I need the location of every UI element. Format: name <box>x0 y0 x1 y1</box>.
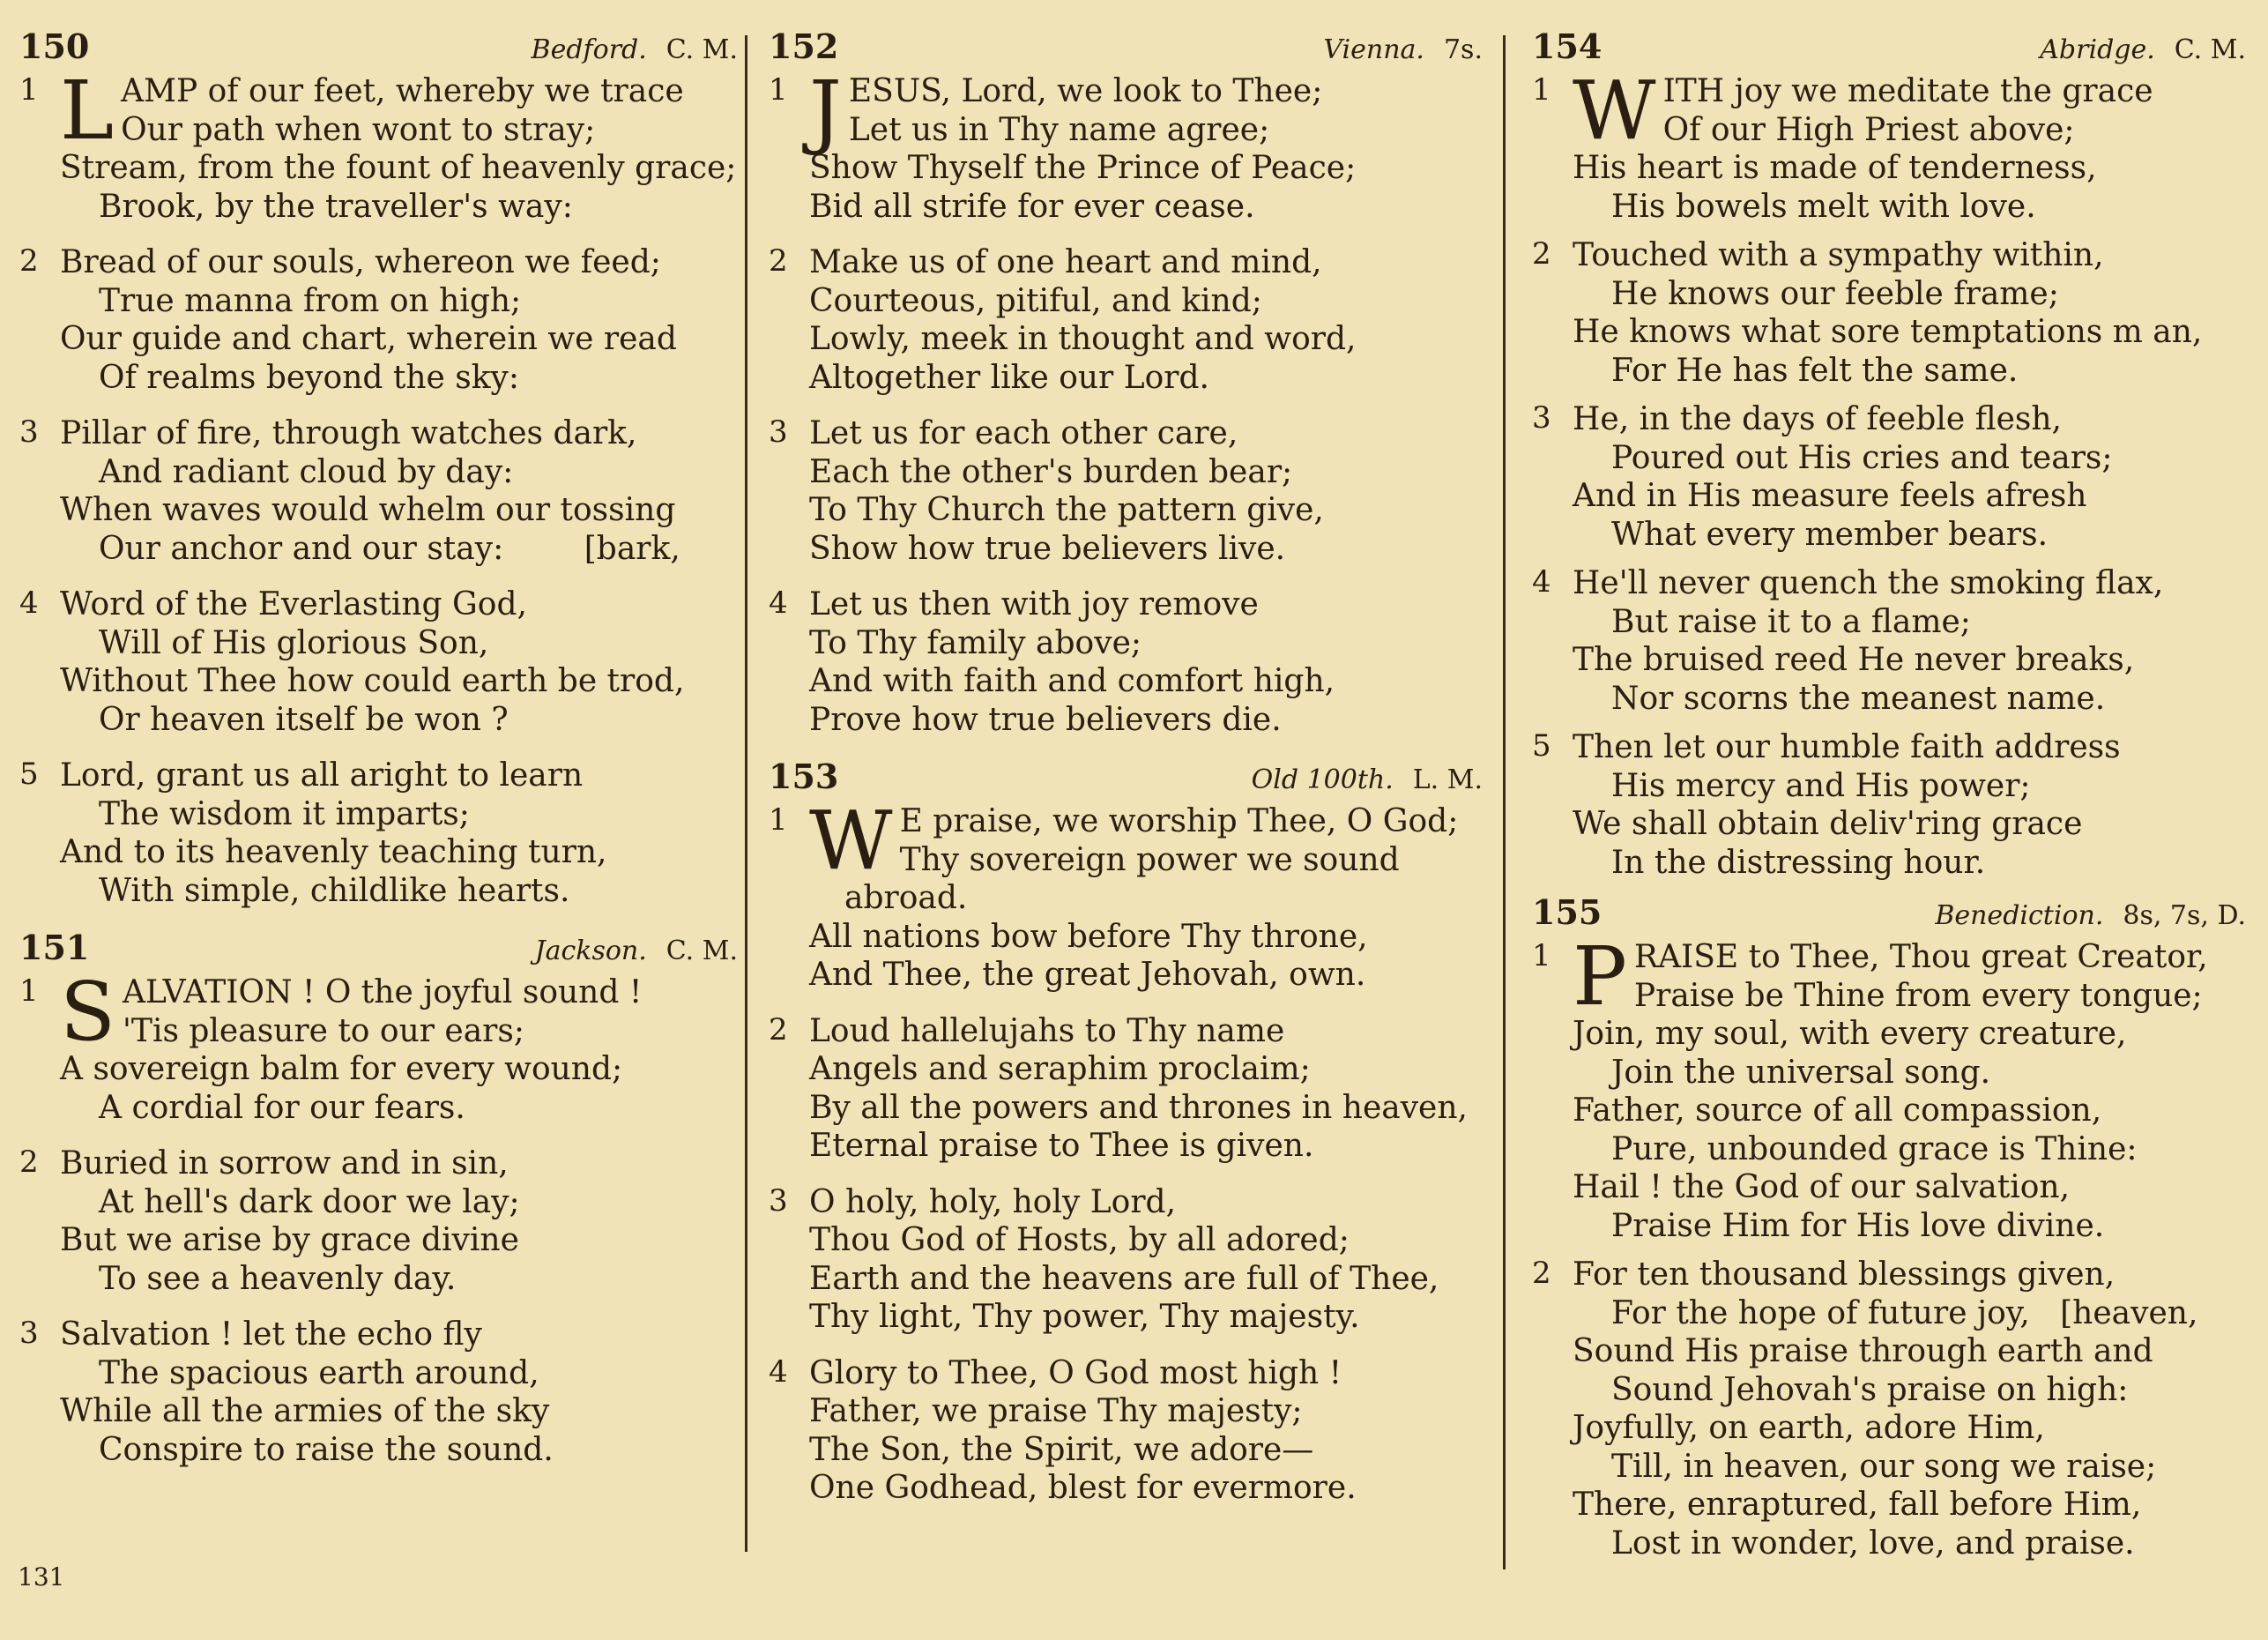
verse <box>769 1012 1483 1166</box>
verse-line: Thy light, Thy power, Thy majesty. <box>809 1299 1360 1335</box>
meter: 7s. <box>1443 34 1483 65</box>
verse <box>1532 236 2246 390</box>
verse-line: Let us for each other care, <box>809 415 1238 451</box>
verse-line: Pure, unbounded grace is Thine: <box>1611 1130 2138 1167</box>
verse-line: Touched with a sympathy within, <box>1573 237 2104 273</box>
verse-line: He, in the days of feeble flesh, <box>1573 401 2062 437</box>
verse <box>1532 1256 2246 1562</box>
verse-line: ALVATION ! O the joyful sound ! <box>123 974 643 1010</box>
verse-number: 2 <box>769 1011 788 1047</box>
verse-number: 5 <box>19 757 39 792</box>
verse-line: Praise Him for His love divine. <box>1611 1207 2105 1244</box>
verse-number: 2 <box>19 1144 39 1180</box>
verse-line: Bid all strife for ever cease. <box>809 188 1255 225</box>
meter: C. M. <box>2174 34 2246 65</box>
drop-cap: L <box>60 63 115 158</box>
verse-line: For ten thousand blessings given, <box>1573 1256 2116 1293</box>
hymn-151 <box>19 928 738 1469</box>
verse-line: There, enraptured, fall before Him, <box>1573 1487 2142 1523</box>
column-rule-left <box>745 35 747 1552</box>
verse-line: All nations bow before Thy throne, <box>809 918 1368 955</box>
verse-line: abroad. <box>844 880 968 916</box>
verse-line: To Thy Church the pattern give, <box>809 492 1324 528</box>
verse-line: Our anchor and our stay: [bark, <box>99 530 680 567</box>
hymn-meta <box>1323 34 1483 65</box>
verse-line: Each the other's burden bear; <box>809 453 1293 490</box>
verse-line: E praise, we worship Thee, O God; <box>899 803 1459 839</box>
tune-name: Old 100th. <box>1251 764 1394 795</box>
verse-line: Earth and the heavens are full of Thee, <box>809 1260 1439 1297</box>
verse <box>769 1183 1483 1337</box>
verse-line: The spacious earth around, <box>99 1354 539 1391</box>
verse-line: His mercy and His power; <box>1611 767 2031 804</box>
verse-line: For the hope of future joy, [heaven, <box>1611 1294 2198 1331</box>
verse-line: Joyfully, on earth, adore Him, <box>1573 1410 2045 1446</box>
verse-number: 4 <box>19 585 39 621</box>
meter: C. M. <box>666 936 738 966</box>
verse-line: ESUS, Lord, we look to Thee; <box>848 73 1323 109</box>
verse-line: Word of the Everlasting God, <box>60 586 527 622</box>
verse-number: 1 <box>19 973 39 1009</box>
verse-line: Altogether like our Lord. <box>809 359 1209 396</box>
verse-line: But raise it to a flame; <box>1611 603 1971 640</box>
tune-name: Vienna. <box>1323 34 1424 65</box>
verse <box>769 243 1483 397</box>
verse-line: Thy sovereign power we sound <box>899 841 1400 878</box>
verse-line: What every member bears. <box>1611 516 2049 553</box>
verse-line: With simple, childlike hearts. <box>99 872 570 909</box>
verse-line: One Godhead, blest for evermore. <box>809 1470 1357 1506</box>
verse-line: To Thy family above; <box>809 624 1141 661</box>
verse-line: Lost in wonder, love, and praise. <box>1611 1524 2135 1562</box>
verse-line: Poured out His cries and tears; <box>1611 439 2113 476</box>
verse-line: Of realms beyond the sky: <box>99 359 520 396</box>
verse-line: Then let our humble faith address <box>1573 729 2121 765</box>
verse-line: And to its heavenly teaching turn, <box>60 834 607 870</box>
verse-number: 2 <box>769 243 788 279</box>
verse-line: Pillar of fire, through watches dark, <box>60 415 637 451</box>
verse-line: Loud hallelujahs to Thy name <box>809 1012 1285 1049</box>
verse-line: Or heaven itself be won ? <box>99 701 509 738</box>
page-number: 131 <box>18 1562 65 1592</box>
verse-line: A cordial for our fears. <box>99 1089 465 1126</box>
meter: L. M. <box>1412 764 1483 795</box>
hymn-header <box>19 928 738 973</box>
hymn-154 <box>1532 26 2246 882</box>
verse-line: Let us in Thy name agree; <box>848 111 1270 148</box>
verse-line: While all the armies of the sky <box>60 1393 550 1429</box>
hymn-header <box>19 26 738 72</box>
verse-line: Till, in heaven, our song we raise; <box>1611 1448 2157 1485</box>
hymn-153 <box>769 757 1483 1508</box>
verse-line: AMP of our feet, whereby we trace <box>121 73 684 109</box>
verse <box>19 414 738 568</box>
verse-line: We shall obtain deliv'ring grace <box>1573 806 2083 842</box>
hymn-number: 155 <box>1532 892 1602 932</box>
verse-line: He'll never quench the smoking flax, <box>1573 565 2164 601</box>
verse-line: To see a heavenly day. <box>99 1260 457 1297</box>
verse-line: Buried in sorrow and in sin, <box>60 1145 509 1182</box>
verse-line: But we arise by grace divine <box>60 1222 519 1258</box>
tune-name: Abridge. <box>2040 34 2155 65</box>
verse <box>769 414 1483 568</box>
drop-cap: S <box>60 965 116 1059</box>
verse <box>19 243 738 397</box>
verse <box>1532 63 2246 226</box>
tune-name: Bedford. <box>531 34 647 65</box>
verse-line: For He has felt the same. <box>1611 352 2019 389</box>
verse-line: RAISE to Thee, Thou great Creator, <box>1633 939 2208 975</box>
verse-line: Father, we praise Thy majesty; <box>809 1393 1303 1429</box>
verse <box>1532 929 2246 1245</box>
verse-line: And radiant cloud by day: <box>99 453 514 490</box>
verse-number: 1 <box>1532 938 1551 973</box>
verse-line: Our path when wont to stray; <box>121 111 596 148</box>
verse-line: His heart is made of tenderness, <box>1573 150 2097 186</box>
verse-line: Our guide and chart, wherein we read <box>60 321 677 357</box>
column-2 <box>769 26 1483 1525</box>
verse-line: And Thee, the great Jehovah, own. <box>809 957 1366 993</box>
verse-line: Sound Jehovah's praise on high: <box>1611 1371 2129 1408</box>
verse-line: 'Tis pleasure to our ears; <box>123 1012 524 1049</box>
verse-line: Without Thee how could earth be trod, <box>60 663 685 699</box>
verse-line: Sound His praise through earth and <box>1573 1333 2153 1369</box>
hymn-number: 151 <box>19 928 90 967</box>
verse-line: Courteous, pitiful, and kind; <box>809 282 1262 319</box>
column-3 <box>1532 26 2246 1580</box>
hymn-meta <box>2040 34 2246 65</box>
verse-line: The wisdom it imparts; <box>99 795 470 832</box>
verse-line: Nor scorns the meanest name. <box>1611 680 2106 717</box>
tune-name: Benediction. <box>1935 900 2104 931</box>
verse-line: In the distressing hour. <box>1611 844 1986 881</box>
verse-line: O holy, holy, holy Lord, <box>809 1183 1177 1220</box>
drop-cap: P <box>1573 929 1627 1024</box>
verse-line: Of our High Priest above; <box>1662 111 2075 148</box>
verse-line: Salvation ! let the echo fly <box>60 1316 482 1353</box>
hymn-155 <box>1532 892 2246 1562</box>
hymn-meta <box>532 34 738 65</box>
column-1 <box>19 26 738 1487</box>
verse-line: Show Thyself the Prince of Peace; <box>809 150 1357 186</box>
verse-line: Stream, from the fount of heavenly grace; <box>60 150 737 186</box>
verse <box>769 794 1483 995</box>
verse-line: At hell's dark door we lay; <box>99 1183 520 1220</box>
column-rule-right <box>1503 35 1506 1569</box>
verse-number: 2 <box>1532 1256 1551 1291</box>
verse-number: 1 <box>769 72 788 108</box>
hymn-header <box>769 26 1483 72</box>
hymn-number: 154 <box>1532 26 1602 66</box>
verse-line: Praise be Thine from every tongue; <box>1633 977 2203 1014</box>
verse <box>19 1144 738 1298</box>
verse-line: A sovereign balm for every wound; <box>60 1051 623 1087</box>
verse <box>769 1354 1483 1508</box>
verse-number: 2 <box>1532 236 1551 272</box>
drop-cap: W <box>809 794 893 888</box>
hymn-number: 152 <box>769 26 839 66</box>
verse <box>1532 400 2246 554</box>
verse-line: Angels and seraphim proclaim; <box>809 1051 1311 1087</box>
verse-line: Hail ! the God of our salvation, <box>1573 1169 2071 1205</box>
verse-number: 1 <box>1532 72 1551 108</box>
verse-number: 3 <box>769 1182 788 1219</box>
verse <box>19 965 738 1127</box>
hymn-152 <box>769 26 1483 739</box>
verse-line: ITH joy we meditate the grace <box>1662 73 2153 109</box>
verse <box>19 757 738 910</box>
hymn-number: 153 <box>769 757 839 796</box>
tune-name: Jackson. <box>534 936 647 966</box>
drop-cap: W <box>1573 63 1656 158</box>
verse-line: By all the powers and thrones in heaven, <box>809 1089 1468 1126</box>
verse-line: Conspire to raise the sound. <box>99 1431 554 1468</box>
verse-line: Brook, by the traveller's way: <box>99 188 573 225</box>
verse-line: Lowly, meek in thought and word, <box>809 321 1357 357</box>
verse <box>1532 728 2246 882</box>
verse-line: Lord, grant us all aright to learn <box>60 757 584 794</box>
verse-line: Will of His glorious Son, <box>99 624 489 661</box>
verse-number: 4 <box>1532 564 1551 600</box>
hymn-150 <box>19 26 738 910</box>
hymn-meta <box>1935 900 2246 931</box>
verse-number: 3 <box>19 1316 39 1351</box>
verse-line: True manna from on high; <box>99 282 522 319</box>
verse-number: 4 <box>769 585 788 621</box>
verse <box>19 1316 738 1469</box>
verse-number: 1 <box>769 802 788 838</box>
verse-line: He knows our feeble frame; <box>1611 275 2059 312</box>
verse-line: When waves would whelm our tossing <box>60 492 676 528</box>
verse <box>1532 564 2246 718</box>
verse-line: Father, source of all compassion, <box>1573 1092 2102 1129</box>
verse <box>769 63 1483 226</box>
verse-line: The Son, the Spirit, we adore— <box>809 1431 1314 1468</box>
verse-line: The bruised reed He never breaks, <box>1573 642 2135 678</box>
verse-line: And in His measure feels afresh <box>1573 478 2087 514</box>
meter: 8s, 7s, D. <box>2123 900 2246 931</box>
hymn-header <box>1532 892 2246 938</box>
hymn-number: 150 <box>19 26 90 66</box>
verse-line: His bowels melt with love. <box>1611 188 2036 225</box>
verse-line: Show how true believers live. <box>809 530 1286 567</box>
verse-number: 3 <box>19 414 39 450</box>
hymn-meta <box>535 936 738 966</box>
verse-line: Glory to Thee, O God most high ! <box>809 1354 1342 1391</box>
verse-line: Eternal praise to Thee is given. <box>809 1128 1314 1164</box>
verse-number: 3 <box>769 414 788 450</box>
verse-line: Thou God of Hosts, by all adored; <box>809 1222 1350 1258</box>
verse-number: 5 <box>1532 728 1551 764</box>
verse <box>769 585 1483 739</box>
verse-number: 3 <box>1532 400 1551 436</box>
verse <box>19 63 738 226</box>
hymn-meta <box>1252 764 1483 795</box>
verse-number: 1 <box>19 72 39 108</box>
drop-cap: J <box>809 63 842 158</box>
verse <box>19 585 738 739</box>
verse-line: Make us of one heart and mind, <box>809 244 1322 280</box>
verse-line: He knows what sore temptations m an, <box>1573 314 2203 350</box>
verse-line: And with faith and comfort high, <box>809 663 1335 699</box>
verse-line: Join, my soul, with every creature, <box>1573 1016 2127 1052</box>
meter: C. M. <box>666 34 738 65</box>
verse-line: Bread of our souls, whereon we feed; <box>60 244 661 280</box>
verse-line: Let us then with joy remove <box>809 586 1259 622</box>
verse-line: Join the universal song. <box>1611 1054 1991 1091</box>
verse-number: 2 <box>19 243 39 279</box>
verse-number: 4 <box>769 1353 788 1390</box>
verse-line: Prove how true believers die. <box>809 701 1282 738</box>
